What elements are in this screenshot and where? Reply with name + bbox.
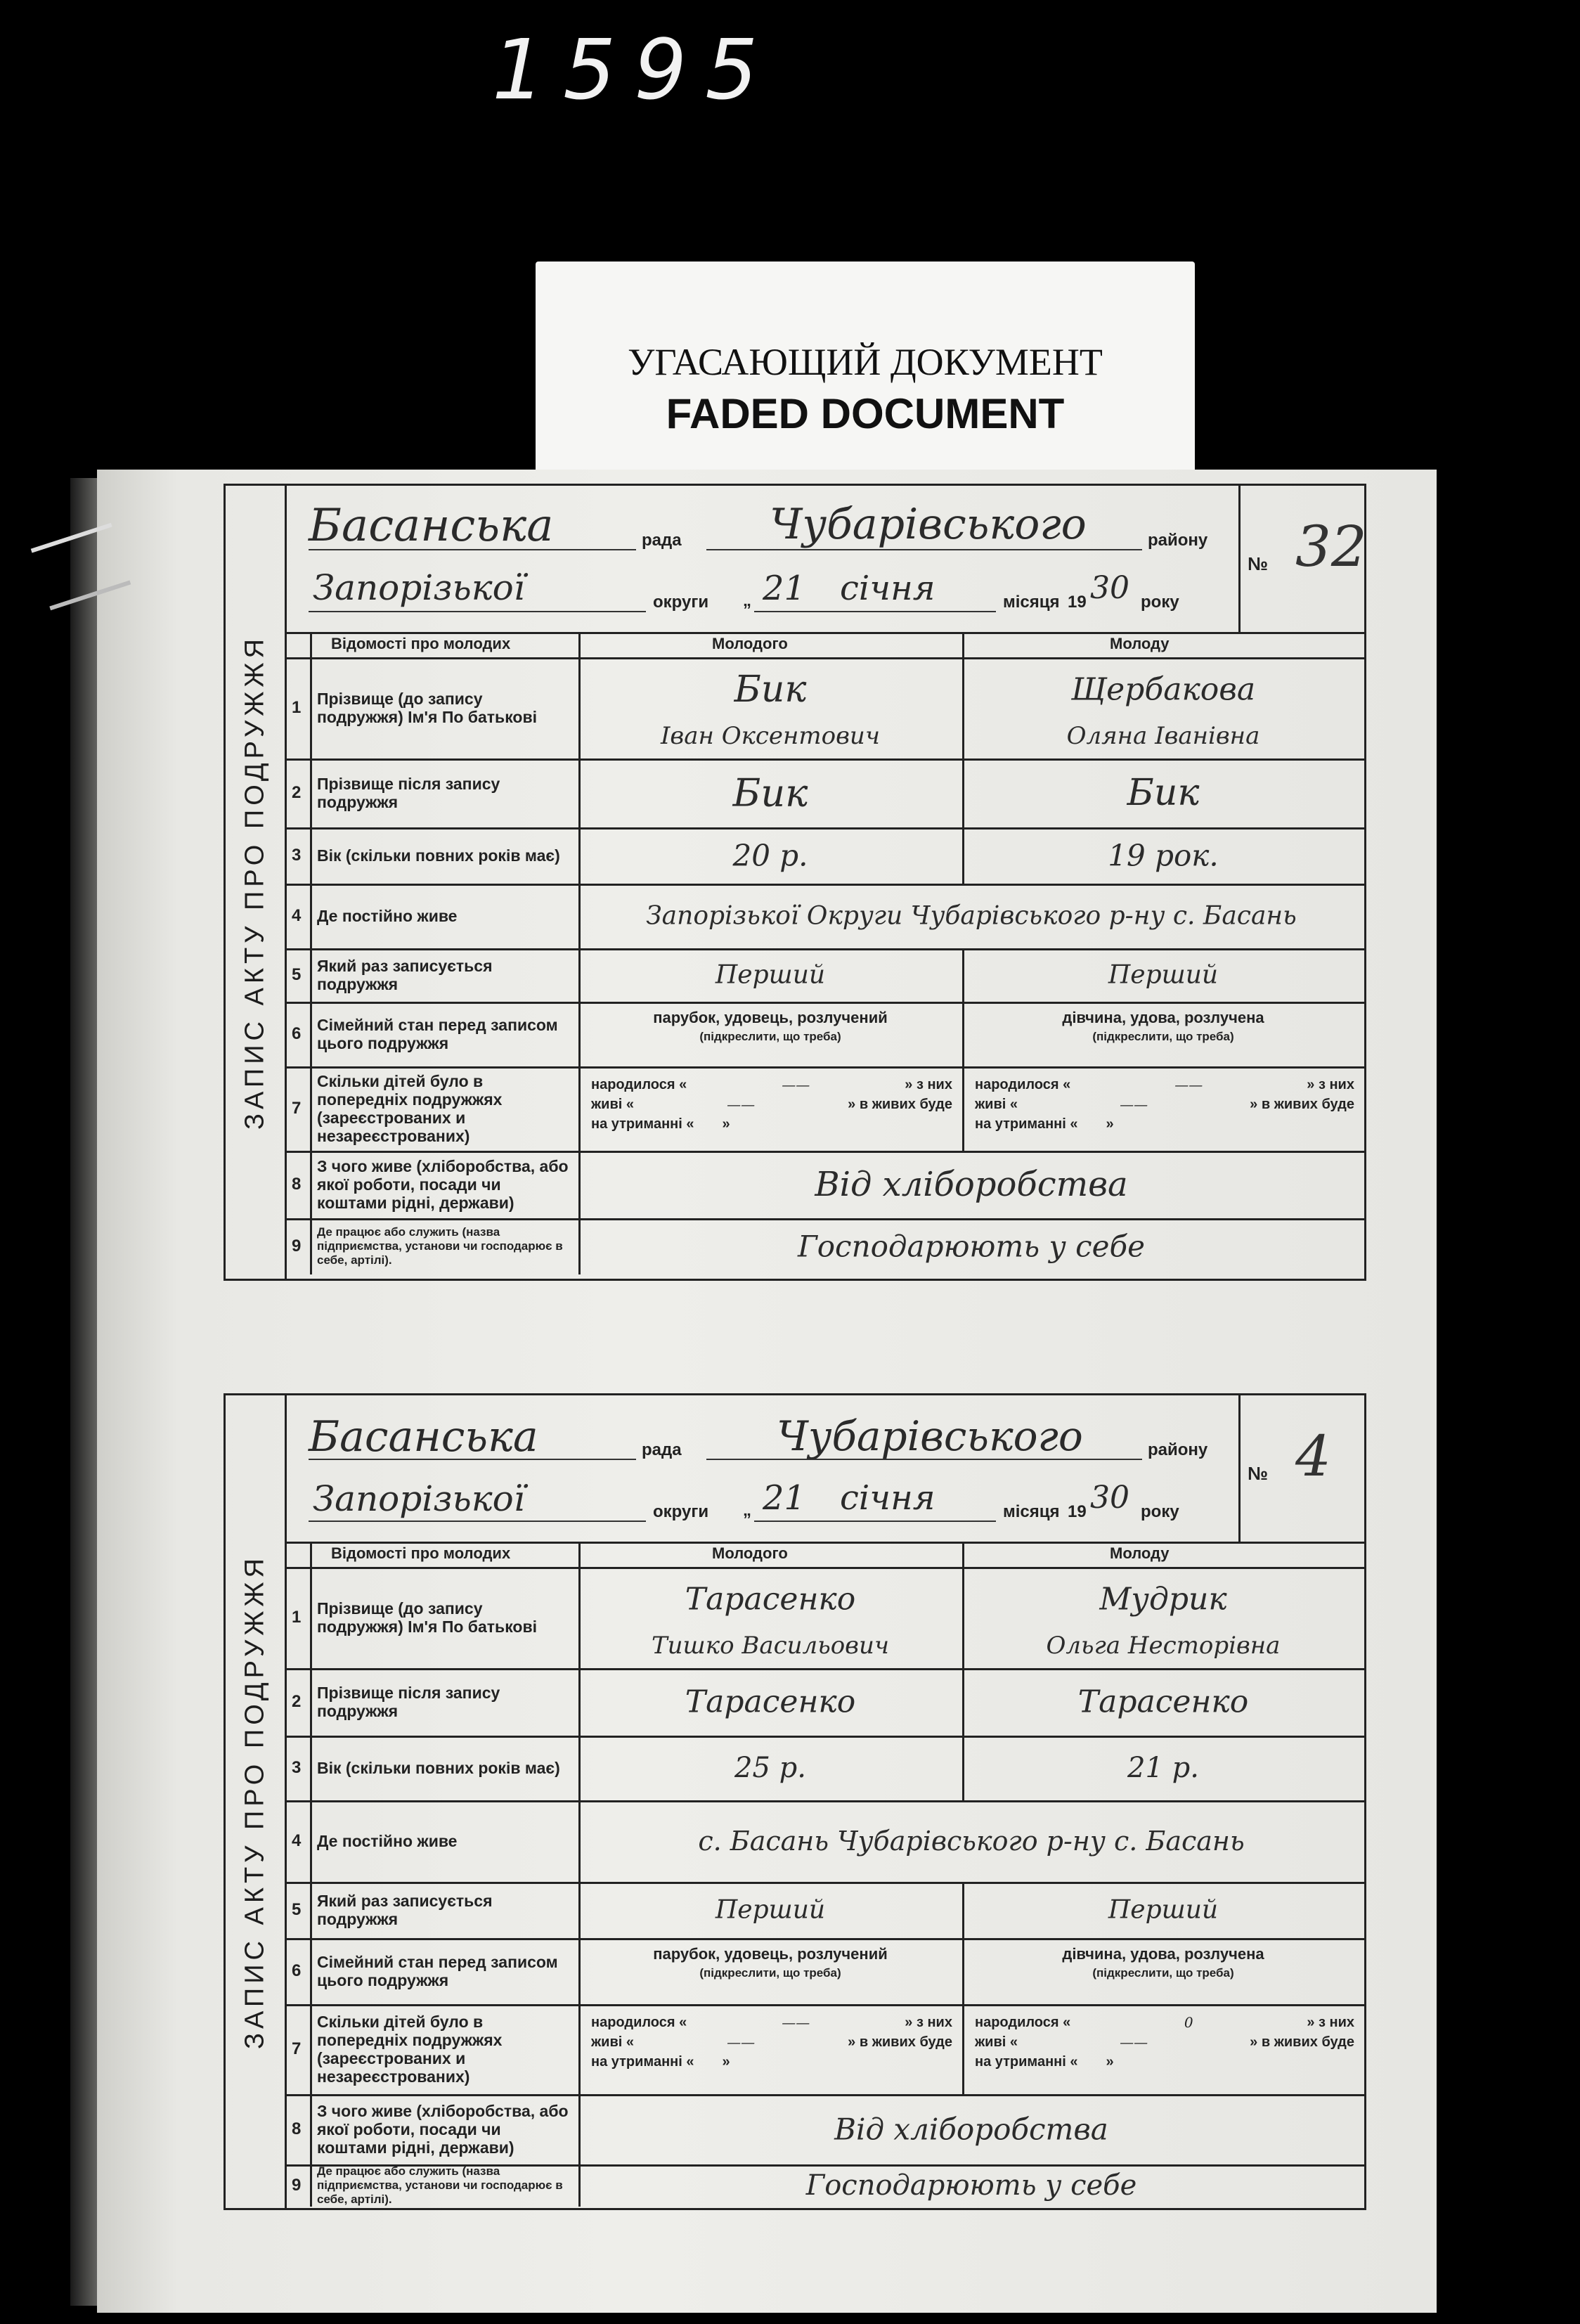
month-value: січня [840, 1478, 935, 1518]
side-title [226, 1395, 287, 2208]
num: 5 [292, 965, 302, 984]
kids-of-them: » з них [1307, 2015, 1354, 2030]
table-row-6 [285, 1938, 1364, 2006]
kids-groom: —— [782, 1076, 810, 1093]
workplace: Господарюють у себе [797, 1229, 1146, 1264]
num: 7 [292, 2039, 302, 2058]
marriage-record-2 [224, 1393, 1366, 2210]
bride-times: Перший [1108, 1895, 1219, 1925]
table-row-7 [285, 2004, 1364, 2096]
rada-label: рада [642, 531, 682, 550]
table-row-2 [285, 1668, 1364, 1738]
bride-times: Перший [1108, 960, 1219, 990]
kids-close: » [722, 2054, 730, 2070]
groom-name: Іван Оксентович [661, 722, 880, 751]
frame-number: 1595 [492, 21, 777, 118]
label: Прізвище після запису подружжя [317, 1684, 500, 1720]
month-label: місяця [1003, 1502, 1060, 1521]
bride-children [975, 2013, 1354, 2072]
year-value: 30 [1090, 570, 1129, 606]
groom-name: Тишко Васильович [651, 1632, 890, 1660]
month-label: місяця [1003, 593, 1060, 612]
rada-value: Басанська [309, 1412, 538, 1461]
status-hint: (підкреслити, що треба) [699, 1966, 841, 1980]
num: 4 [292, 1831, 302, 1850]
kids-groom: —— [1120, 2034, 1148, 2051]
rada-value: Басанська [309, 500, 554, 552]
okruhy-label: округи [653, 593, 709, 612]
num: 6 [292, 1961, 302, 1980]
day-value: 21 [763, 1478, 806, 1518]
groom-surname-after: Бик [732, 770, 808, 815]
label: Сімейний стан перед записом цього подружжя [317, 1953, 558, 1989]
num: 4 [292, 906, 302, 925]
record-table [285, 1542, 1364, 2208]
okruha-value: Запорізької [313, 567, 525, 608]
label: Де працює або служить (назва підприємства, установи чи господарює в себе, артілі). [317, 2164, 563, 2206]
label-no: № [1248, 553, 1268, 574]
label: Де працює або служить (назва підприємства, установи чи господарює в себе, артілі). [317, 1225, 563, 1267]
residence: с. Басань Чубарівського р-ну с. Басань [698, 1826, 1245, 1857]
bride-surname-after: Тарасенко [1077, 1684, 1249, 1720]
kids-alive: живі « [975, 2034, 1018, 2050]
label: Прізвище (до запису подружжя) Ім'я По батькові [317, 690, 537, 726]
label: Скільки дітей було в попередніх подружжях (зареєстрованих и незареєстрованих) [317, 1072, 503, 1145]
kids-groom: —— [727, 2034, 756, 2051]
faded-label-ru: УГАСАЮЩИЙ ДОКУМЕНТ [628, 341, 1103, 383]
raion-value: Чубарівського [770, 500, 1087, 549]
status-hint: (підкреслити, що треба) [699, 1030, 841, 1043]
record-header [285, 486, 1367, 634]
num: 8 [292, 1175, 302, 1194]
kids-groom: —— [727, 1096, 756, 1113]
num: 3 [292, 1758, 302, 1777]
kids-support: на утриманні « [975, 2054, 1078, 2070]
table-row-1 [285, 657, 1364, 761]
bride-surname: Мудрик [1099, 1581, 1227, 1618]
kids-will-be: » в живих буде [1250, 1097, 1354, 1112]
kids-born: народилося « [591, 1077, 687, 1092]
kids-alive: живі « [975, 1097, 1018, 1112]
kids-support: на утриманні « [591, 2054, 694, 2070]
table-row-9 [285, 2164, 1364, 2207]
marriage-record-1 [224, 484, 1366, 1281]
workplace: Господарюють у себе [805, 2169, 1137, 2202]
year-prefix: 19 [1068, 1502, 1087, 1521]
record-number-box [1238, 486, 1367, 632]
year-label: року [1141, 593, 1179, 612]
kids-bride: 0 [1184, 2014, 1193, 2031]
kids-of-them: » з них [905, 1077, 952, 1092]
col-header-info: Відомості про молодих [331, 1544, 511, 1562]
bride-status-options: дівчина, удова, розлучена [1062, 1945, 1264, 1963]
num: 9 [292, 1237, 302, 1255]
groom-surname: Тарасенко [685, 1581, 856, 1618]
residence: Запорізької Округи Чубарівського р-ну с. Басань [646, 901, 1297, 931]
label: Вік (скільки повних років має) [317, 1759, 560, 1777]
table-row-8 [285, 1151, 1364, 1220]
groom-status-options: парубок, удовець, розлучений [653, 1009, 888, 1026]
rada-label: рада [642, 1440, 682, 1459]
kids-will-be: » в живих буде [848, 1097, 952, 1112]
groom-children [591, 1075, 952, 1134]
col-header-info: Відомості про молодих [331, 635, 511, 652]
label: Прізвище (до запису подружжя) Ім'я По батькові [317, 1599, 537, 1636]
table-row-2 [285, 758, 1364, 829]
label: Де постійно живе [317, 1832, 458, 1850]
col-header-groom: Молодого [712, 635, 788, 652]
col-header-bride: Молоду [1110, 1544, 1170, 1562]
num: 6 [292, 1024, 302, 1043]
num: 9 [292, 2176, 302, 2195]
quote-open: „ [743, 591, 751, 610]
groom-age: 25 р. [734, 1752, 806, 1784]
bride-status-options: дівчина, удова, розлучена [1062, 1009, 1264, 1026]
livelihood: Від хліборобства [815, 1165, 1128, 1204]
label: З чого живе (хліборобства, або якої роботи, посади чи коштами рідні, держави) [317, 2102, 569, 2157]
kids-close: » [1106, 1116, 1114, 1132]
label: Який раз записується подружжя [317, 957, 493, 993]
kids-alive: живі « [591, 1097, 635, 1112]
year-prefix: 19 [1068, 593, 1087, 612]
record-header [285, 1395, 1364, 1544]
raion-value: Чубарівського [777, 1412, 1083, 1460]
table-row-5 [285, 948, 1364, 1004]
table-row-8 [285, 2094, 1364, 2167]
year-value: 30 [1090, 1480, 1129, 1516]
table-row-4 [285, 884, 1364, 950]
table-row-3 [285, 827, 1364, 886]
label: Скільки дітей було в попередніх подружжях (зареєстрованих и незареєстрованих) [317, 2013, 503, 2086]
side-title [226, 486, 287, 1279]
label: Де постійно живе [317, 907, 458, 925]
table-row-9 [285, 1218, 1364, 1274]
table-row-1 [285, 1567, 1364, 1670]
record-table [285, 632, 1364, 1279]
kids-close: » [1106, 2054, 1114, 2070]
kids-support: на утриманні « [591, 1116, 694, 1132]
table-row-4 [285, 1800, 1364, 1884]
table-row-6 [285, 1002, 1364, 1069]
year-label: року [1141, 1502, 1179, 1521]
num: 1 [292, 1608, 302, 1627]
kids-will-be: » в живих буде [1250, 2034, 1354, 2050]
label: Вік (скільки повних років має) [317, 846, 560, 865]
num: 2 [292, 783, 302, 802]
groom-times: Перший [715, 960, 826, 990]
col-header-groom: Молодого [712, 1544, 788, 1562]
bride-name: Оляна Іванівна [1066, 722, 1260, 751]
bride-children [975, 1075, 1354, 1134]
groom-surname: Бик [734, 669, 807, 711]
okruha-value: Запорізької [313, 1478, 525, 1519]
table-row-3 [285, 1736, 1364, 1802]
livelihood: Від хліборобства [834, 2112, 1108, 2147]
label: Прізвище після запису подружжя [317, 775, 500, 811]
faded-label-en: FADED DOCUMENT [666, 390, 1065, 437]
num: 8 [292, 2119, 302, 2138]
side-title: ЗАПИС АКТУ ПРО ПОДРУЖЖЯ [240, 1554, 270, 2049]
okruhy-label: округи [653, 1502, 709, 1521]
kids-close: » [722, 1116, 730, 1132]
faded-document-label [536, 262, 1195, 479]
record-number: 32 [1295, 514, 1367, 579]
num: 5 [292, 1900, 302, 1919]
col-header-bride: Молоду [1110, 635, 1170, 652]
table-row-7 [285, 1066, 1364, 1153]
num: 2 [292, 1692, 302, 1711]
bride-surname-after: Бик [1127, 772, 1200, 814]
label: Сімейний стан перед записом цього подружжя [317, 1016, 558, 1052]
bride-age: 21 р. [1127, 1752, 1199, 1784]
num: 3 [292, 846, 302, 865]
groom-status-options: парубок, удовець, розлучений [653, 1945, 888, 1963]
label: З чого живе (хліборобства, або якої роботи, посади чи коштами рідні, держави) [317, 1157, 569, 1212]
kids-support: на утриманні « [975, 1116, 1078, 1132]
record-number-box [1238, 1395, 1364, 1542]
num: 7 [292, 1099, 302, 1118]
table-header [285, 1542, 1364, 1569]
groom-age: 20 р. [732, 838, 808, 873]
groom-times: Перший [715, 1895, 826, 1925]
status-hint: (підкреслити, що треба) [1092, 1966, 1234, 1980]
raion-label: району [1148, 1440, 1208, 1459]
num: 1 [292, 698, 302, 717]
kids-will-be: » в живих буде [848, 2034, 952, 2050]
raion-label: району [1148, 531, 1208, 550]
label: Який раз записується подружжя [317, 1892, 493, 1928]
kids-born: народилося « [591, 2015, 687, 2030]
kids-of-them: » з них [905, 2015, 952, 2030]
groom-children [591, 2013, 952, 2072]
side-title: ЗАПИС АКТУ ПРО ПОДРУЖЖЯ [240, 635, 270, 1130]
kids-groom: —— [782, 2014, 810, 2031]
quote-open: „ [743, 1501, 751, 1520]
record-number: 4 [1295, 1424, 1331, 1489]
table-header [285, 632, 1364, 659]
label-no: № [1248, 1463, 1268, 1484]
table-row-5 [285, 1882, 1364, 1940]
kids-bride: —— [1174, 1076, 1203, 1093]
bride-surname: Щербакова [1070, 671, 1256, 708]
kids-born: народилося « [975, 2015, 1071, 2030]
kids-born: народилося « [975, 1077, 1071, 1092]
kids-bride: —— [1120, 1096, 1148, 1113]
bride-age: 19 рок. [1108, 838, 1219, 873]
kids-alive: живі « [591, 2034, 635, 2050]
bride-name: Ольга Несторівна [1046, 1632, 1281, 1660]
kids-of-them: » з них [1307, 1077, 1354, 1092]
day-value: 21 [763, 569, 806, 608]
status-hint: (підкреслити, що треба) [1092, 1030, 1234, 1043]
groom-surname-after: Тарасенко [685, 1684, 856, 1720]
month-value: січня [840, 569, 935, 608]
